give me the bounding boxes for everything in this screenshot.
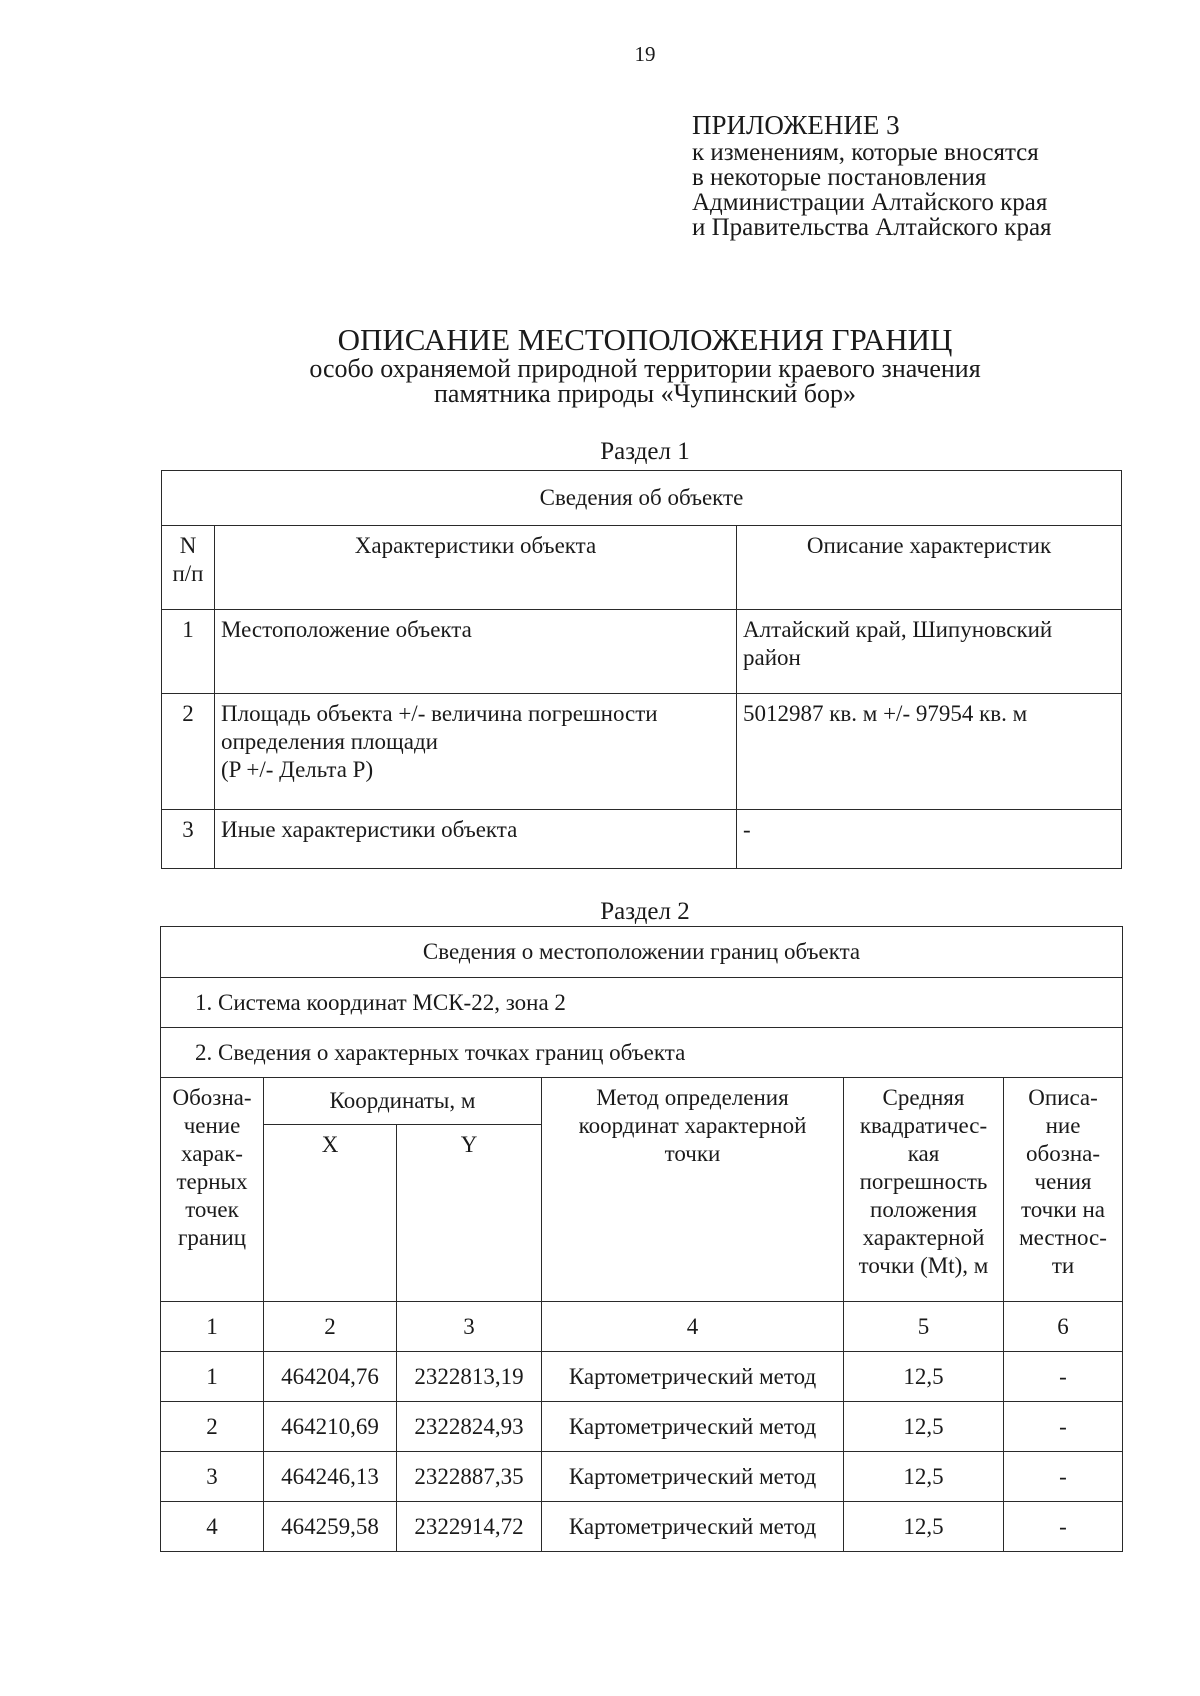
object-info-table (161, 470, 1122, 869)
title-line-3: памятника природы «Чупинский бор» (434, 379, 856, 408)
appendix-title: ПРИЛОЖЕНИЕ 3 (692, 110, 900, 140)
header-designation: Обозна- чение харак- терных точек границ (161, 1078, 264, 1302)
table-row (161, 1402, 1123, 1452)
point-x: 464204,76 (264, 1352, 397, 1402)
point-method: Картометрический метод (542, 1402, 844, 1452)
table-row (162, 810, 1122, 869)
table-row (162, 610, 1122, 694)
row-characteristic: Местоположение объекта (215, 610, 737, 694)
section-2-label: Раздел 2 (600, 898, 690, 925)
appendix-line: к изменениям, которые вносятся (692, 139, 1039, 166)
point-id: 2 (161, 1402, 264, 1452)
appendix-line: и Правительства Алтайского края (692, 214, 1052, 241)
point-y: 2322824,93 (397, 1402, 542, 1452)
point-y: 2322813,19 (397, 1352, 542, 1402)
header-point-description: Описа- ние обозна- чения точки на местнос- ти (1004, 1078, 1123, 1302)
point-id: 4 (161, 1502, 264, 1552)
col-number: 6 (1004, 1302, 1123, 1352)
point-description: - (1004, 1452, 1123, 1502)
col-number: 1 (161, 1302, 264, 1352)
header-x: X (264, 1125, 397, 1302)
header-description: Описание характеристик (737, 526, 1122, 610)
header-y: Y (397, 1125, 542, 1302)
col-number: 4 (542, 1302, 844, 1352)
title-line-2: особо охраняемой природной территории краевого значения (309, 354, 981, 383)
table-row (161, 1452, 1123, 1502)
point-description: - (1004, 1502, 1123, 1552)
appendix-line: в некоторые постановления (692, 164, 987, 191)
point-mt: 12,5 (844, 1452, 1004, 1502)
row-num: 1 (162, 610, 215, 694)
document-title (150, 324, 1140, 406)
table-caption: Сведения о местоположении границ объекта (161, 927, 1123, 978)
appendix-line: Администрации Алтайского края (692, 189, 1048, 216)
point-description: - (1004, 1352, 1123, 1402)
point-mt: 12,5 (844, 1502, 1004, 1552)
point-description: - (1004, 1402, 1123, 1452)
point-mt: 12,5 (844, 1352, 1004, 1402)
col-number: 5 (844, 1302, 1004, 1352)
table-row (161, 1352, 1123, 1402)
row-num: 3 (162, 810, 215, 869)
header-coordinates: Координаты, м (264, 1078, 542, 1125)
header-mt: Средняя квадратичес- кая погрешность положения характерной точки (Mt), м (844, 1078, 1004, 1302)
point-x: 464259,58 (264, 1502, 397, 1552)
boundary-points-table (160, 926, 1123, 1552)
point-y: 2322914,72 (397, 1502, 542, 1552)
section-1-label: Раздел 1 (600, 438, 690, 465)
point-mt: 12,5 (844, 1402, 1004, 1452)
point-method: Картометрический метод (542, 1502, 844, 1552)
row-characteristic-text: Площадь объекта +/- величина погрешности определения площади (221, 701, 658, 754)
row-characteristic: Иные характеристики объекта (215, 810, 737, 869)
col-number: 3 (397, 1302, 542, 1352)
point-method: Картометрический метод (542, 1352, 844, 1402)
appendix-block (692, 110, 1162, 240)
header-method: Метод определения координат характерной точки (542, 1078, 844, 1302)
col-number: 2 (264, 1302, 397, 1352)
table-caption: Сведения об объекте (162, 471, 1122, 526)
header-num: N п/п (162, 526, 215, 610)
point-method: Картометрический метод (542, 1452, 844, 1502)
point-id: 3 (161, 1452, 264, 1502)
point-id: 1 (161, 1352, 264, 1402)
row-characteristic (215, 694, 737, 810)
row-description: - (737, 810, 1122, 869)
row-characteristic-formula: (P +/- Дельта P) (221, 757, 374, 782)
row-num: 2 (162, 694, 215, 810)
points-caption: 2. Сведения о характерных точках границ объекта (161, 1028, 1123, 1078)
column-number-row (161, 1302, 1123, 1352)
table-row (162, 694, 1122, 810)
header-characteristics: Характеристики объекта (215, 526, 737, 610)
page-number: 19 (634, 42, 656, 66)
row-description: 5012987 кв. м +/- 97954 кв. м (737, 694, 1122, 810)
point-y: 2322887,35 (397, 1452, 542, 1502)
title-line-1: ОПИСАНИЕ МЕСТОПОЛОЖЕНИЯ ГРАНИЦ (337, 322, 953, 357)
point-x: 464210,69 (264, 1402, 397, 1452)
table-row (161, 1502, 1123, 1552)
point-x: 464246,13 (264, 1452, 397, 1502)
coordinate-system: 1. Система координат МСК-22, зона 2 (161, 978, 1123, 1028)
row-description: Алтайский край, Шипуновский район (737, 610, 1122, 694)
